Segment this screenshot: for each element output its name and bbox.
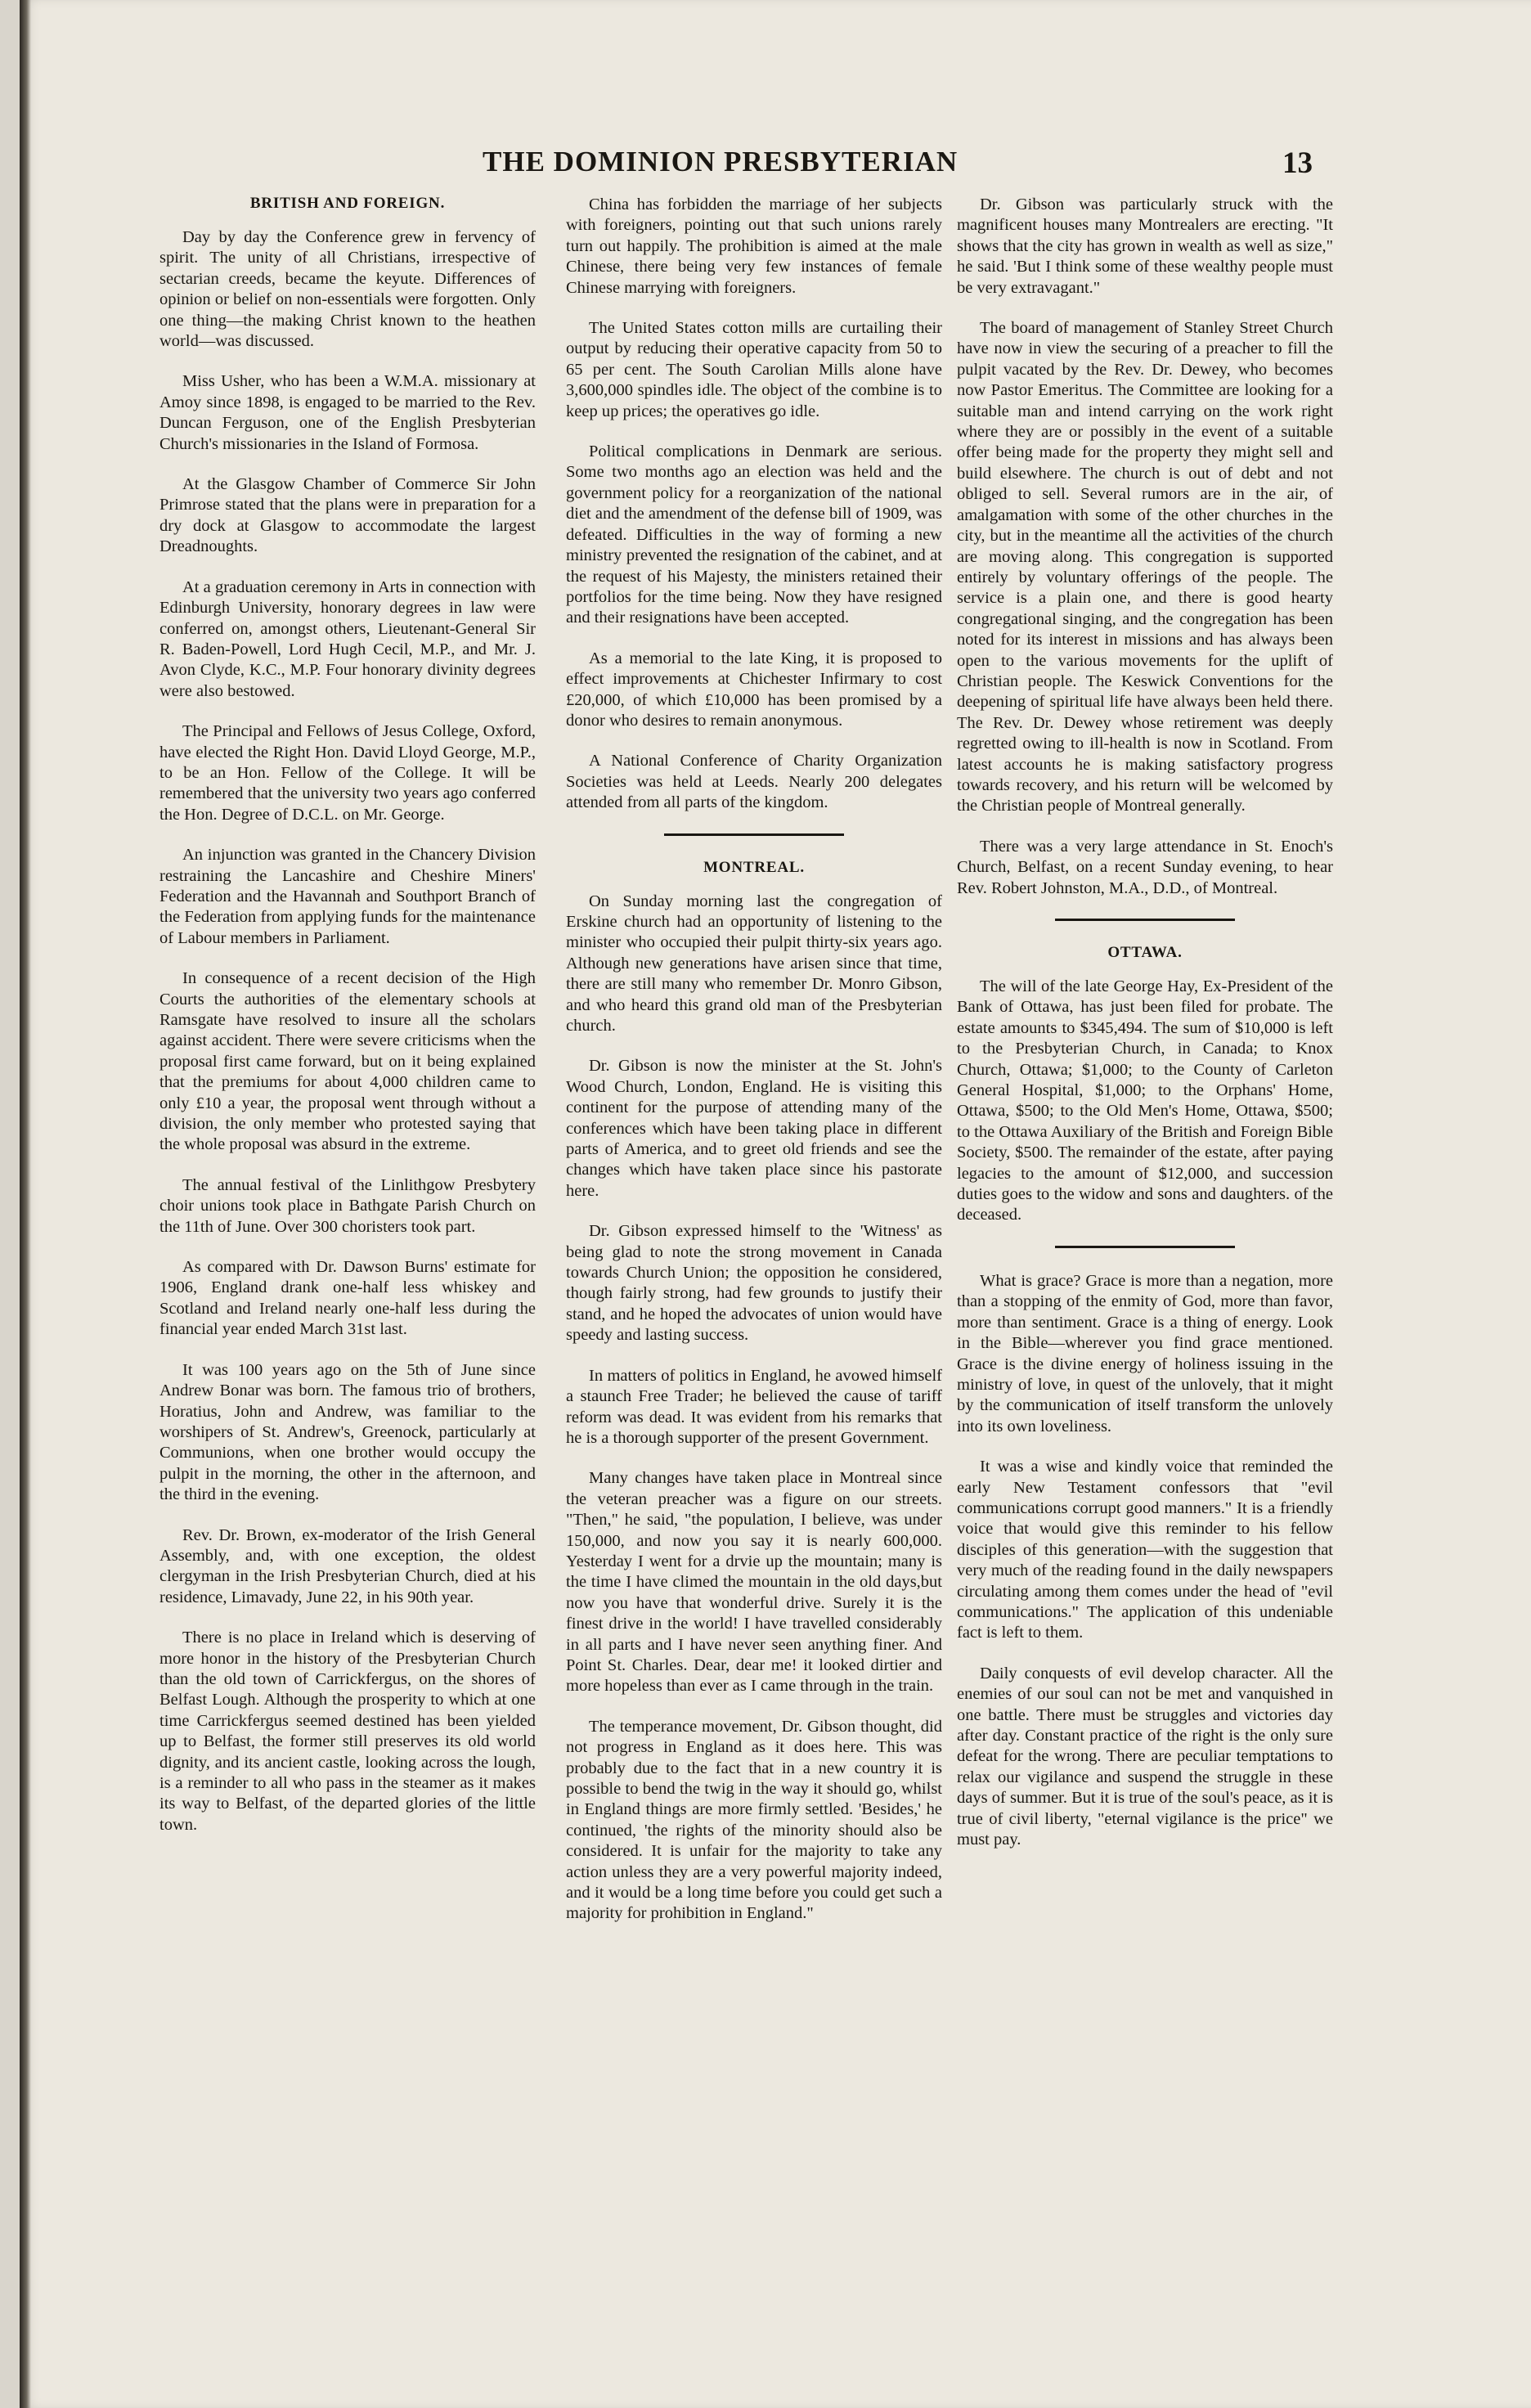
section-heading-montreal: MONTREAL. <box>703 858 805 876</box>
section-divider <box>1055 1246 1235 1248</box>
article-paragraph: An injunction was granted in the Chancery Division restraining the Lancashire and Cheshire Miners' Federation and the Havannah and Southport Branch of the Federation from applying funds for the maintenance of Labour members in Parliament. <box>159 846 536 947</box>
article-paragraph: The temperance movement, Dr. Gibson thought, did not progress in England as it does here. This was probably due to the fact that in a new country it is possible to bend the twig in the way it should go, whilst in England things are more firmly settled. 'Besides,' he continued, 'the rights of the minority should also be considered. It is unfair for the majority to take any action unless they are a very powerful majority indeed, and it would be a long time before you could get such a majority for prohibition in England." <box>566 1717 942 1923</box>
article-paragraph: Many changes have taken place in Montreal since the veteran preacher was a figure on our streets. "Then," he said, "the population, I believe, was under 150,000, and now you say it is nearly 600,000. Yesterday I went for a drvie up the mountain; many is the time I have climed the mountain in the old days,but now you have that wonderful drive. Surely it is the finest drive in the world! I have travelled considerably in all parts and I have never seen anything finer. And Point St. Charles. Dear, dear me! it looked dirtier and more hopeless than ever as I came through in the train. <box>566 1469 942 1696</box>
column-1 <box>159 195 536 2289</box>
article-paragraph: At a graduation ceremony in Arts in connection with Edinburgh University, honorary degrees in law were conferred on, amongst others, Lieutenant-General Sir R. Baden-Powell, Lord Hugh Cecil, M.P., and Mr. J. Avon Clyde, K.C., M.P. Four honorary divinity degrees were also bestowed. <box>159 577 536 700</box>
page-number: 13 <box>1282 146 1313 180</box>
masthead: THE DOMINION PRESBYTERIAN <box>483 146 959 177</box>
article-paragraph: The United States cotton mills are curtailing their output by reducing their operative capacity from 50 to 65 per cent. The South Carolian Mills alone have 3,600,000 spindles idle. The object of the combine is to keep up prices; the operatives go idle. <box>566 319 942 420</box>
article-paragraph: There was a very large attendance in St. Enoch's Church, Belfast, on a recent Sunday evening, to hear Rev. Robert Johnston, M.A., D.D., of Montreal. <box>957 837 1333 897</box>
section-divider <box>664 833 844 836</box>
column-2 <box>566 195 942 2289</box>
article-paragraph: Dr. Gibson expressed himself to the 'Witness' as being glad to note the strong movement in Canada towards Church Union; the opposition he considered, though fairly strong, had few grounds to justify their stand, and he hoped the advocates of union would have speedy and lasting success. <box>566 1222 942 1345</box>
column-3 <box>957 195 1333 2289</box>
article-paragraph: Rev. Dr. Brown, ex-moderator of the Irish General Assembly, and, with one exception, the oldest clergyman in the Irish Presbyterian Church, died at his residence, Limavady, June 22, in his 90th year. <box>159 1525 536 1606</box>
article-paragraph: In consequence of a recent decision of the High Courts the authorities of the elementary schools at Ramsgate have resolved to insure all the scholars against accident. There were severe criticisms when the proposal first came forward, but on it being explained that the premiums for about 4,000 children came to only £10 a year, the proposal went through without a division, the only member who protested saying that the whole proposal was absurd in the extreme. <box>159 969 536 1154</box>
section-heading-ottawa: OTTAWA. <box>1107 944 1183 961</box>
article-paragraph: Political complications in Denmark are serious. Some two months ago an election was held and the government policy for a reorganization of the national diet and the amendment of the defense bill of 1909, was defeated. Difficulties in the way of forming a new ministry prevented the resignation of the cabinet, and at the request of his Majesty, the ministers retained their portfolios for the time being. Now they have resigned and their resignations have been accepted. <box>566 443 942 627</box>
article-paragraph: In matters of politics in England, he avowed himself a staunch Free Trader; he believed the cause of tariff reform was dead. It was evident from his remarks that he is a thorough supporter of the present Government. <box>566 1366 942 1447</box>
article-paragraph: It was a wise and kindly voice that reminded the early New Testament confessors that "evil communications corrupt good manners." It is a friendly voice that would give this reminder to his fellow disciples of this generation—with the suggestion that very much of the reading found in the daily newspapers circulating among them comes under the head of "evil communications." The application of this undeniable fact is left to them. <box>957 1458 1333 1642</box>
section-divider <box>1055 919 1235 921</box>
article-paragraph: What is grace? Grace is more than a negation, more than a stopping of the enmity of God, more than favor, more than sentiment. Grace is a thing of energy. Look in the Bible—wherever you find grace mentioned. Grace is the divine energy of holiness issuing in the ministry of love, in quest of the unlovely, that it might by the communication of itself transform the unlovely into its own loveliness. <box>957 1271 1333 1435</box>
article-paragraph: The board of management of Stanley Street Church have now in view the securing of a preacher to fill the pulpit vacated by the Rev. Dr. Dewey, who becomes now Pastor Emeritus. The Committee are looking for a suitable man and intend carrying on the work right where they are or possibly in the event of a suitable offer being made for the property they might sell and build elsewhere. The church is out of debt and not obliged to sell. Several rumors are in the air, of amalgamation with some of the other churches in the city, but in the meantime all the activities of the church are moving along. This congregation is supported entirely by voluntary offerings of the people. The service is a plain one, and there is good hearty congregational singing, and the congregation has been noted for its interest in missions and has always been open to the various movements for the uplift of Christian people. The Keswick Conventions for the deepening of spiritual life have always been held there. The Rev. Dr. Dewey whose retirement was deeply regretted owing to ill-health is now in Scotland. From latest accounts he is making satisfactory progress towards recovery, and his return will be welcomed by the Christian people of Montreal generally. <box>957 319 1333 815</box>
article-paragraph: Daily conquests of evil develop character. All the enemies of our soul can not be met and vanquished in one battle. There must be struggles and victories day after day. Constant practice of the right is the only sure defeat for the wrong. There are peculiar temptations to relax our vigilance and suspend the struggle in these days of summer. But it is true of the soul's peace, as it is true of civil liberty, "eternal vigilance is the price" we must pay. <box>957 1664 1333 1849</box>
page-binding-edge <box>20 0 31 2408</box>
article-paragraph: At the Glasgow Chamber of Commerce Sir John Primrose stated that the plans were in preparation for a dry dock at Glasgow to accommodate the largest Dreadnoughts. <box>159 475 536 556</box>
section-heading-british-foreign: BRITISH AND FOREIGN. <box>249 195 446 212</box>
article-paragraph: A National Conference of Charity Organization Societies was held at Leeds. Nearly 200 delegates attended from all parts of the kingdom. <box>566 752 942 812</box>
article-paragraph: China has forbidden the marriage of her subjects with foreigners, pointing out that such unions rarely turn out happily. The prohibition is aimed at the male Chinese, there being very few instances of female Chinese marrying with foreigners. <box>566 195 942 297</box>
article-paragraph: On Sunday morning last the congregation of Erskine church had an opportunity of listening to the minister who occupied their pulpit thirty-six years ago. Although new generations have arisen since that time, there are still many who remember Dr. Monro Gibson, and who heard this grand old man of the Presbyterian church. <box>566 892 942 1035</box>
article-paragraph: The annual festival of the Linlithgow Presbytery choir unions took place in Bathgate Parish Church on the 11th of June. Over 300 choristers took part. <box>159 1175 536 1236</box>
article-paragraph: Miss Usher, who has been a W.M.A. missionary at Amoy since 1898, is engaged to be married to the Rev. Duncan Ferguson, one of the English Presbyterian Church's missionaries in the Island of Formosa. <box>159 372 536 453</box>
article-paragraph: Day by day the Conference grew in fervency of spirit. The unity of all Christians, irrespective of sectarian creeds, became the keyute. Differences of opinion or belief on non-essentials were forgotten. Only one thing—the making Christ known to the heathen world—was discussed. <box>159 228 536 351</box>
article-paragraph: The Principal and Fellows of Jesus College, Oxford, have elected the Right Hon. David Lloyd George, M.P., to be an Hon. Fellow of the College. It will be remembered that the university two years ago conferred the Hon. Degree of D.C.L. on Mr. George. <box>159 722 536 824</box>
page-header <box>483 146 1313 186</box>
article-paragraph: As compared with Dr. Dawson Burns' estimate for 1906, England drank one-half less whiskey and Scotland and Ireland nearly one-half less during the financial year ended March 31st last. <box>159 1258 536 1339</box>
article-paragraph: The will of the late George Hay, Ex-President of the Bank of Ottawa, has just been filed for probate. The estate amounts to $345,494. The sum of $10,000 is left to the Presbyterian Church, in Canada; to Knox Church, Ottawa; $1,000; to the County of Carleton General Hospital, $1,000; to the Orphans' Home, Ottawa, $500; to the Old Men's Home, Ottawa, $500; to the Ottawa Auxiliary of the British and Foreign Bible Society, $500. The remainder of the estate, after paying legacies to the amount of $12,000, and succession duties goes to the widow and sons and daughters. of the deceased. <box>957 977 1333 1224</box>
article-paragraph: Dr. Gibson is now the minister at the St. John's Wood Church, London, England. He is visiting this continent for the purpose of attending many of the conferences which have been taking place in different parts of America, and to greet old friends and see the changes which have taken place since his pastorate here. <box>566 1057 942 1200</box>
article-paragraph: As a memorial to the late King, it is proposed to effect improvements at Chichester Infirmary to cost £20,000, of which £10,000 has been promised by a donor who desires to remain anonymous. <box>566 649 942 730</box>
article-paragraph: Dr. Gibson was particularly struck with the magnificent houses many Montrealers are erecting. "It shows that the city has grown in wealth as well as size," he said. 'But I think some of these wealthy people must be very extravagant." <box>957 195 1333 297</box>
article-paragraph: It was 100 years ago on the 5th of June since Andrew Bonar was born. The famous trio of brothers, Horatius, John and Andrew, was familiar to the worshipers of St. Andrew's, Greenock, particularly at Communions, when one brother would occupy the pulpit in the morning, the other in the afternoon, and the third in the evening. <box>159 1360 536 1504</box>
article-paragraph: There is no place in Ireland which is deserving of more honor in the history of the Presbyterian Church than the old town of Carrickfergus, on the shores of Belfast Lough. Although the prosperity to which at one time Carrickfergus seemed destined has been yielded up to Belfast, the former still preserves its old world dignity, and its ancient castle, looking across the lough, is a reminder to all who pass in the steamer as it makes its way to Belfast, of the departed glories of the little town. <box>159 1629 536 1834</box>
